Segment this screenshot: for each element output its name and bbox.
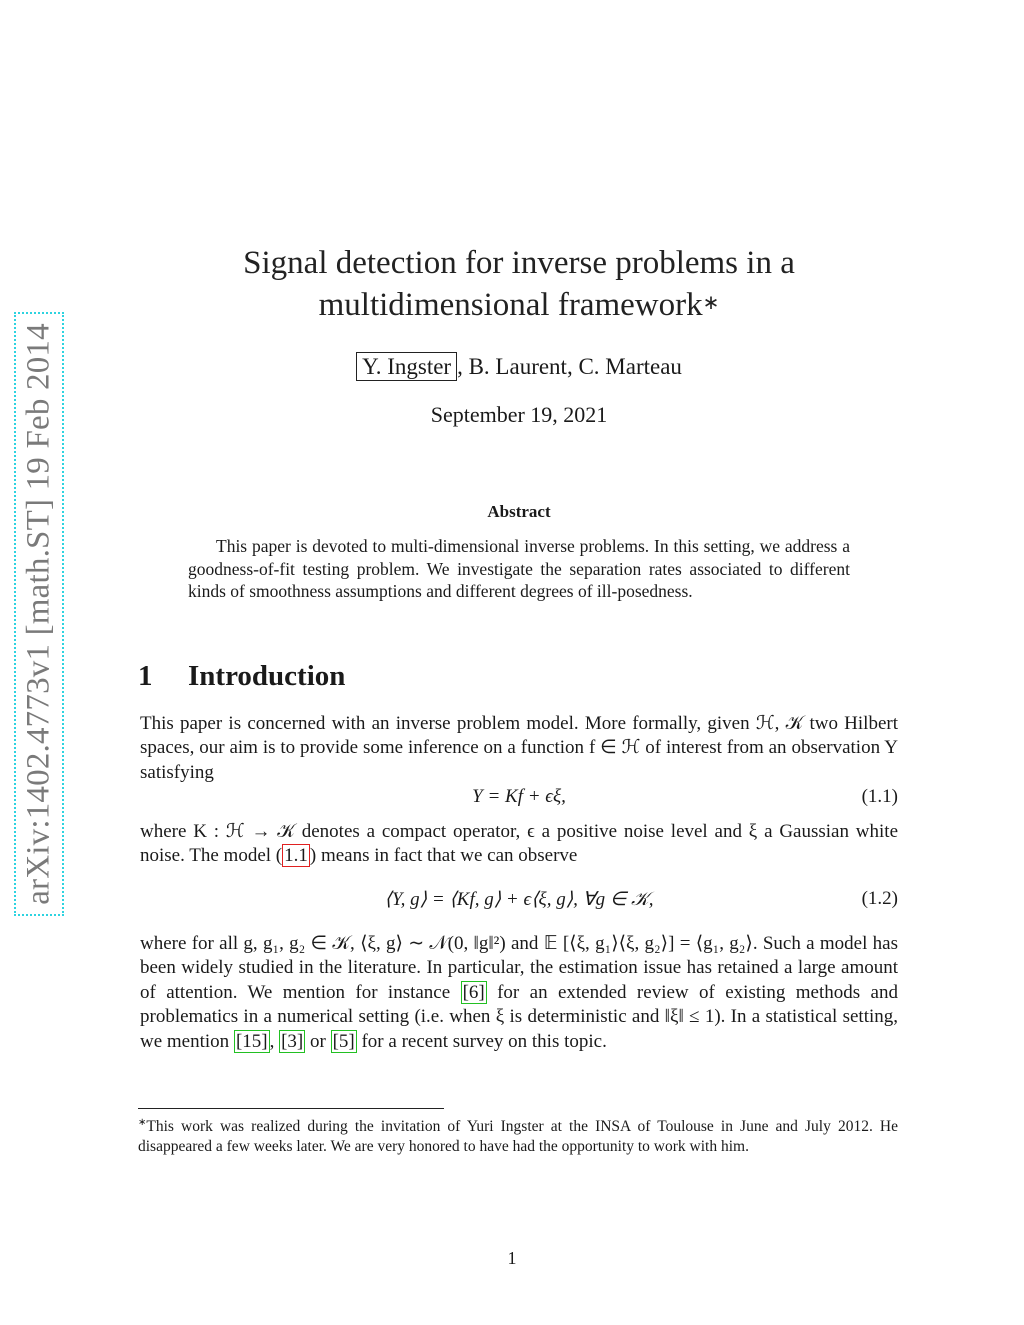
title-footnote-mark[interactable]: ∗ (702, 292, 720, 314)
arxiv-identifier: arXiv:1402.4773v1 [math.ST] 19 Feb 2014 (20, 323, 57, 905)
paragraph-3-sep-2: or (305, 1030, 331, 1052)
abstract-heading: Abstract (487, 502, 551, 521)
equation-1-2-number: (1.2) (861, 888, 898, 909)
paragraph-3-sep-1: , (269, 1030, 280, 1052)
page-number: 1 (507, 1248, 517, 1268)
author-boxed: Y. Ingster (356, 352, 457, 381)
abstract-text: This paper is devoted to multi-dimensional inverse problems. In this setting, we address a goodness-of-fit testing problem. We investigate the separation rates associated to different kinds of smoothness assumptions and different degrees of ill-posedness. (188, 536, 850, 602)
paragraph-2-text-a: where K : ℋ → 𝒦 denotes a compact operator, ϵ a positive noise level and ξ a Gaussian white noise. The model ( (140, 821, 898, 867)
equation-1-1 (140, 786, 898, 812)
paragraph-3-text-c: for a recent survey on this topic. (356, 1030, 607, 1052)
section-title: Introduction (188, 660, 346, 692)
paper-title (140, 242, 898, 326)
title-line-2 (140, 284, 898, 326)
title-line-1: Signal detection for inverse problems in a (243, 245, 795, 281)
equation-ref-link[interactable]: 1.1 (284, 845, 308, 867)
paragraph-3-text-a: where for all g, g₁, g₂ ∈ 𝒦, ⟨ξ, g⟩ ∼ 𝒩(0, ‖g‖²) and 𝔼 [⟨ξ, g₁⟩⟨ξ, g₂⟩] = ⟨g₁, g₂⟩. Such a model has been widely studied in the literature. In particular, the estimation issue has retained a large amount of attention. We mention for instance (140, 933, 898, 1003)
section-number: 1 (138, 660, 153, 692)
paragraph-2 (140, 820, 898, 869)
citation-link-5[interactable]: [5] (332, 1030, 355, 1052)
author-others: , B. Laurent, C. Marteau (457, 354, 682, 379)
footnote-mark: ∗ (138, 1117, 147, 1128)
title-line-2-text: multidimensional framework (318, 287, 703, 323)
arxiv-stamp (14, 312, 64, 916)
equation-1-2 (140, 888, 898, 914)
author-list (140, 350, 898, 384)
equation-1-1-body: Y = Kf + ϵξ, (472, 786, 566, 807)
equation-1-2-body: ⟨Y, g⟩ = ⟨Kf, g⟩ + ϵ⟨ξ, g⟩, ∀g ∈ 𝒦, (384, 889, 654, 910)
citation-link-6[interactable]: [6] (462, 981, 485, 1003)
paragraph-1: This paper is concerned with an inverse problem model. More formally, given ℋ, 𝒦 two Hilbert spaces, our aim is to provide some inference on a function f ∈ ℋ of interest from an observation Y satisfying (140, 713, 898, 783)
citation-link-3[interactable]: [3] (281, 1030, 304, 1052)
equation-1-1-number: (1.1) (861, 786, 898, 807)
citation-link-15[interactable]: [15] (235, 1030, 268, 1052)
footnote-text: This work was realized during the invitation of Yuri Ingster at the INSA of Toulouse in June and July 2012. He disappeared a few weeks later. We are very honored to have had the opportunity to work with him. (138, 1118, 898, 1156)
footnote (138, 1113, 898, 1158)
paragraph-3-text-b: for an extended review of existing methods and problematics in a numerical setting (i.e. when ξ is deterministic and ‖ξ‖ ≤ 1). In a statistical setting, we mention (140, 981, 898, 1052)
paragraph-3 (140, 932, 898, 1054)
paragraph-2-text-b: ) means in fact that we can observe (309, 845, 578, 867)
paper-date: September 19, 2021 (430, 402, 608, 427)
section-heading (138, 660, 345, 693)
footnote-divider (138, 1108, 444, 1109)
